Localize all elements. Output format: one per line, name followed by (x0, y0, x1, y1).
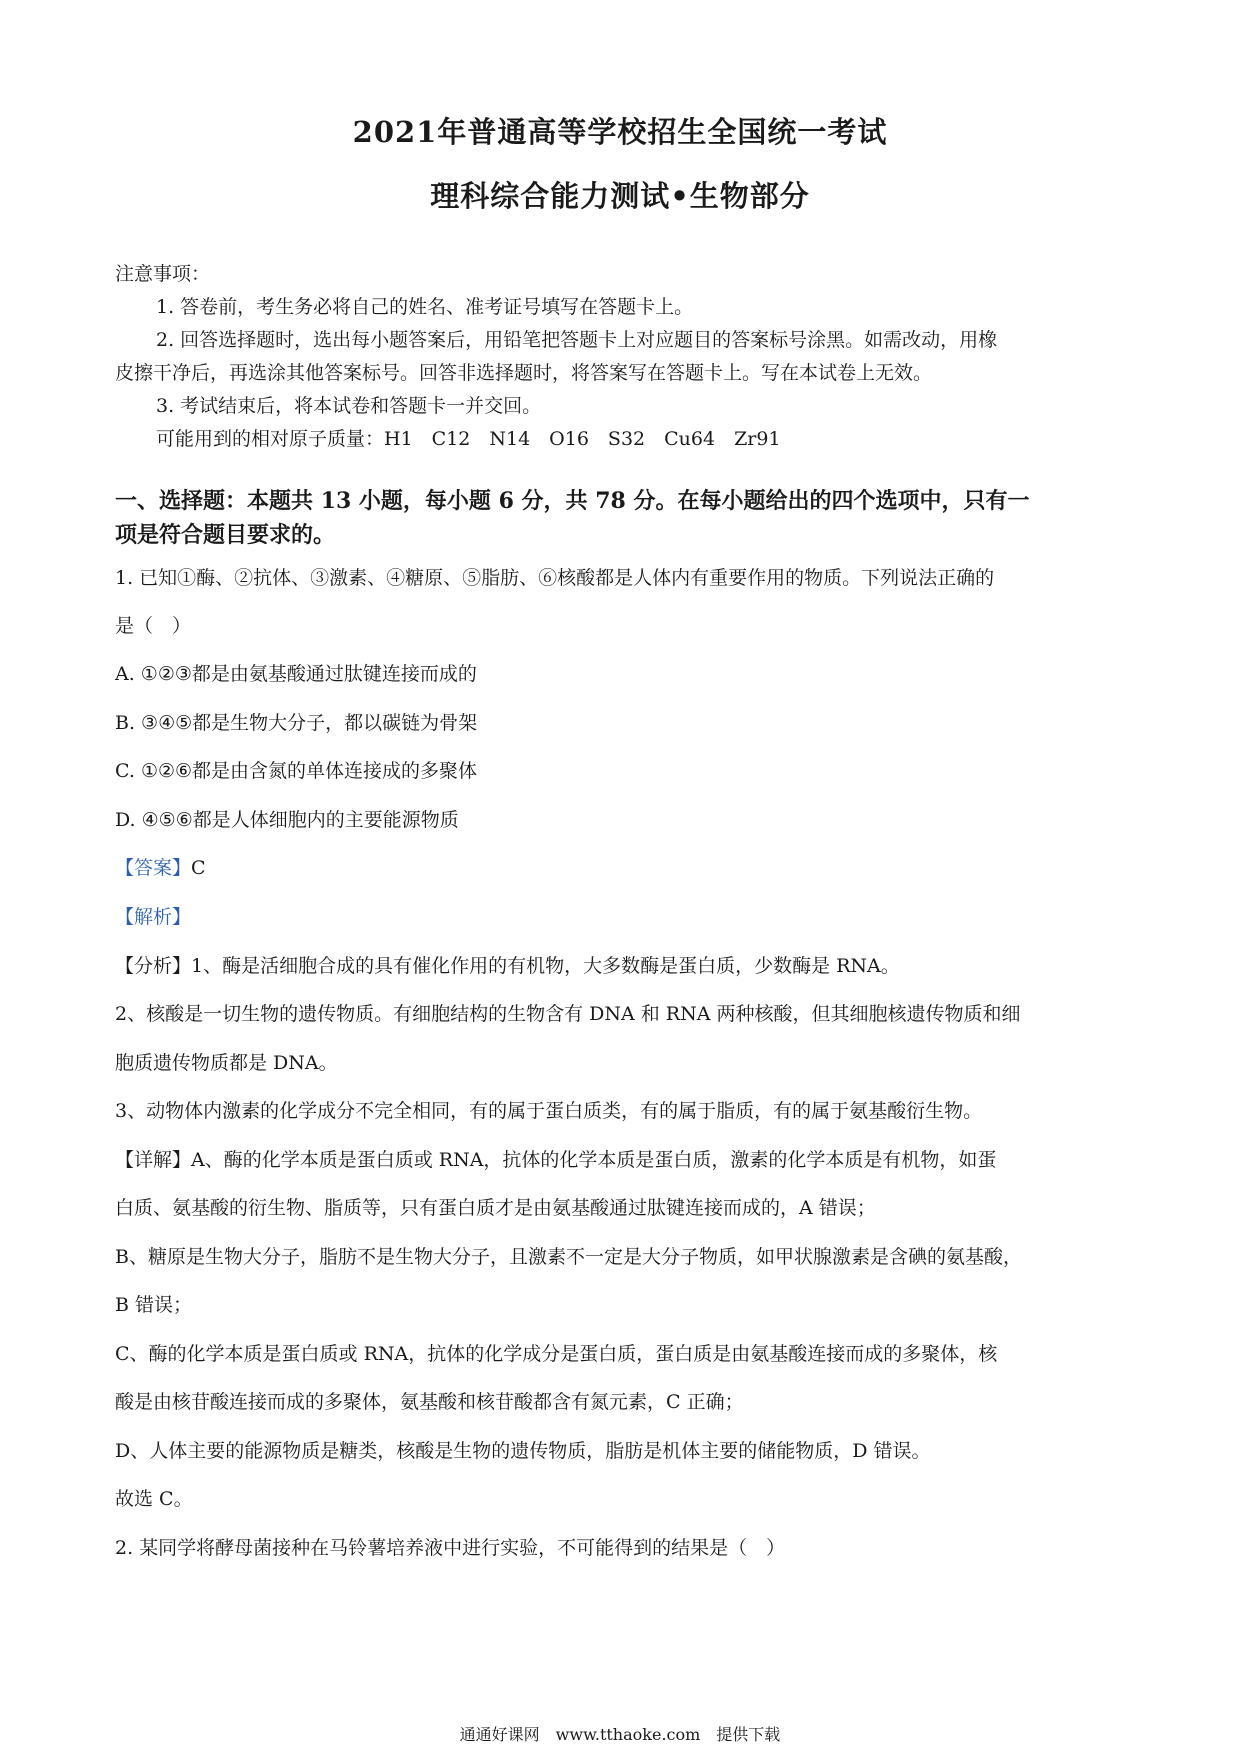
analysis-line: 胞质遗传物质都是 DNA。 (115, 1052, 338, 1074)
note-item: 2. 回答选择题时，选出每小题答案后，用铅笔把答题卡上对应题目的答案标号涂黑。如需改动，用橡 (156, 329, 998, 351)
notes-heading: 注意事项： (115, 263, 211, 285)
answer-value: C (191, 857, 206, 879)
analysis-line: D、人体主要的能源物质是糖类，核酸是生物的遗传物质，脂肪是机体主要的储能物质，D 错误。 (115, 1440, 931, 1462)
analysis-line: 2、核酸是一切生物的遗传物质。有细胞结构的生物含有 DNA 和 RNA 两种核酸，但其细胞核遗传物质和细 (115, 1003, 1021, 1025)
analysis-line: 酸是由核苷酸连接而成的多聚体，氨基酸和核苷酸都含有氮元素，C 正确； (115, 1391, 744, 1413)
question-2-stem: 2. 某同学将酵母菌接种在马铃薯培养液中进行实验，不可能得到的结果是（ ） (115, 1537, 786, 1559)
analysis-line: C、酶的化学本质是蛋白质或 RNA，抗体的化学成分是蛋白质，蛋白质是由氨基酸连接而成的多聚体，核 (115, 1343, 998, 1365)
answer-line (115, 856, 1135, 880)
analysis-line: 【分析】1、酶是活细胞合成的具有催化作用的有机物，大多数酶是蛋白质，少数酶是 RNA。 (115, 955, 900, 977)
option-d: D. ④⑤⑥都是人体细胞内的主要能源物质 (115, 809, 459, 831)
note-item: 1. 答卷前，考生务必将自己的姓名、准考证号填写在答题卡上。 (156, 296, 694, 318)
note-item: 3. 考试结束后，将本试卷和答题卡一并交回。 (156, 395, 542, 417)
exam-title: 2021年普通高等学校招生全国统一考试 (352, 115, 888, 149)
analysis-line: B、糖原是生物大分子，脂肪不是生物大分子，且激素不一定是大分子物质，如甲状腺激素是含碘的氨基酸， (115, 1246, 1022, 1268)
analysis-line: 白质、氨基酸的衍生物、脂质等，只有蛋白质才是由氨基酸通过肽键连接而成的，A 错误； (115, 1197, 876, 1219)
analysis-label: 【解析】 (115, 906, 192, 928)
analysis-line: B 错误； (115, 1294, 193, 1316)
question-1-stem: 1. 已知①酶、②抗体、③激素、④糖原、⑤脂肪、⑥核酸都是人体内有重要作用的物质。下列说法正确的 (115, 567, 995, 589)
note-item: 皮擦干净后，再选涂其他答案标号。回答非选择题时，将答案写在答题卡上。写在本试卷上无效。 (115, 362, 933, 384)
option-b: B. ③④⑤都是生物大分子，都以碳链为骨架 (115, 712, 478, 734)
analysis-line: 【详解】A、酶的化学本质是蛋白质或 RNA，抗体的化学本质是蛋白质，激素的化学本质是有机物，如蛋 (115, 1149, 997, 1171)
atomic-mass-note: 可能用到的相对原子质量：H1 C12 N14 O16 S32 Cu64 Zr91 (156, 428, 781, 450)
page-footer: 通通好课网 www.tthaoke.com 提供下载 (459, 1725, 781, 1744)
section-heading-cont: 项是符合题目要求的。 (115, 522, 336, 548)
option-a: A. ①②③都是由氨基酸通过肽键连接而成的 (115, 663, 477, 685)
analysis-line: 故选 C。 (115, 1488, 193, 1510)
exam-subtitle: 理科综合能力测试•生物部分 (430, 179, 810, 213)
analysis-line: 3、动物体内激素的化学成分不完全相同，有的属于蛋白质类，有的属于脂质，有的属于氨基酸衍生物。 (115, 1100, 983, 1122)
section-heading: 一、选择题：本题共 13 小题，每小题 6 分，共 78 分。在每小题给出的四个选项中，只有一 (115, 488, 1030, 514)
answer-label: 【答案】 (115, 857, 192, 879)
question-1-stem-cont: 是（ ） (115, 615, 192, 637)
option-c: C. ①②⑥都是由含氮的单体连接成的多聚体 (115, 760, 478, 782)
